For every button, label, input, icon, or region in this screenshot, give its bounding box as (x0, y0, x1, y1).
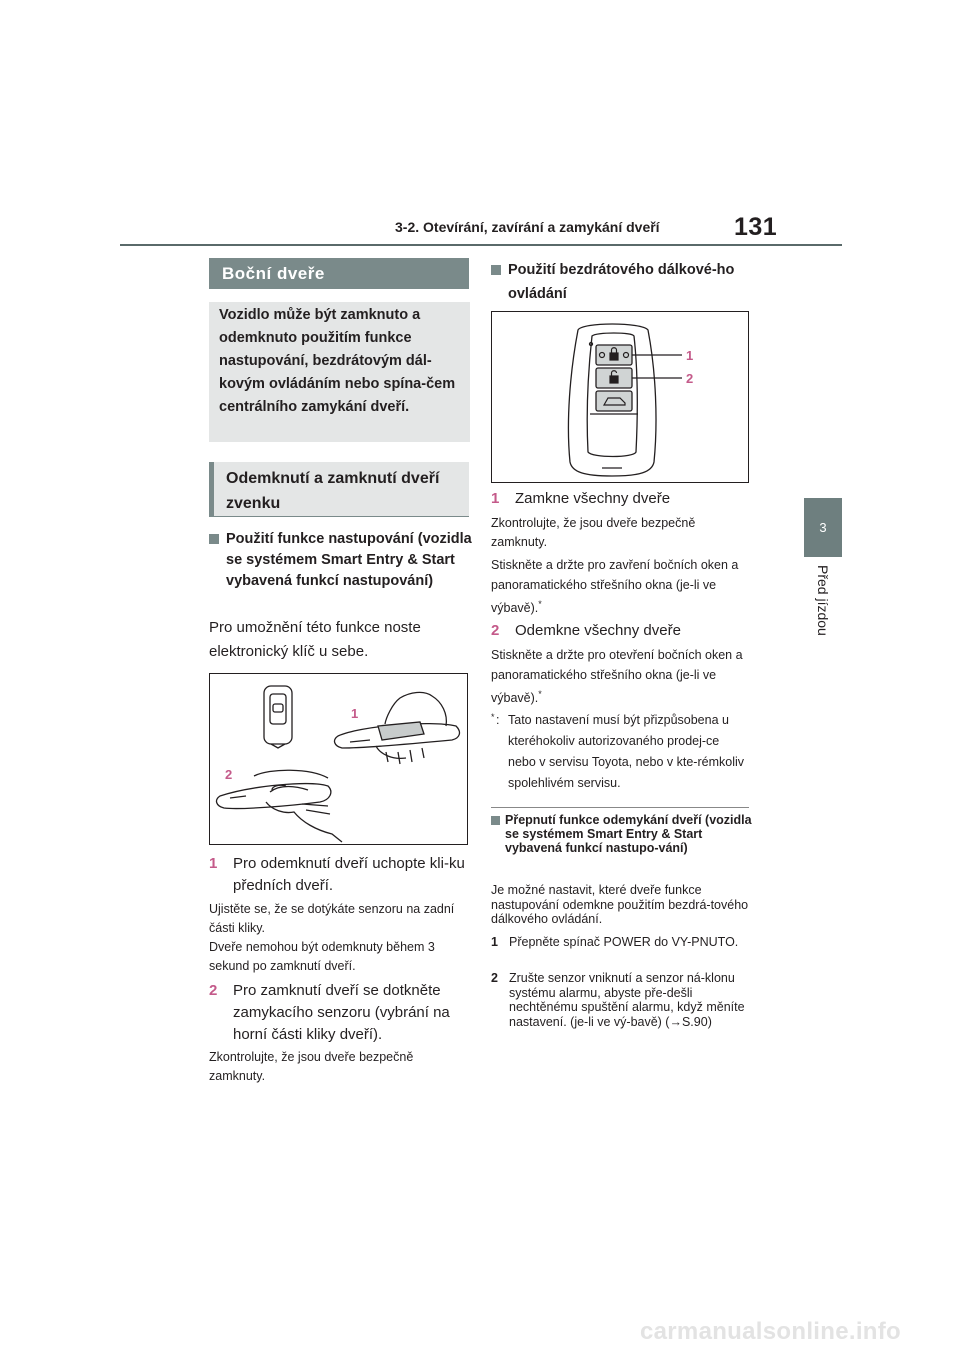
heading-text: Přepnutí funkce odemykání dveří (vozidla se systémem Smart Entry & Start vybavená funkcí nastupo-vání) (505, 813, 752, 855)
item-number: 1 (491, 490, 500, 507)
footnote-marker: * (491, 712, 495, 722)
item-text: Pro odemknutí dveří uchopte kli-ku předních dveří. (233, 855, 465, 894)
door-handle-bottom-icon (217, 770, 342, 842)
note-text: Zkontrolujte, že jsou dveře bezpečně zamknuty. (491, 516, 696, 549)
door-handle-illustration (210, 674, 467, 844)
note-text: Ujistěte se, že se dotýkáte senzoru na zadní části kliky. (209, 902, 455, 935)
intro-box: Vozidlo může být zamknuto a odemknuto použitím funkce nastupování, bezdrátovým dál-kovým ovládáním nebo spína-čem centrálního zamykání dveří. (209, 302, 470, 442)
header-rule (120, 244, 842, 246)
item-number: 2 (491, 622, 500, 639)
section-title: Boční dveře (209, 258, 469, 289)
item-text: Odemkne všechny dveře (515, 622, 681, 639)
chapter-title: Před jízdou (815, 565, 831, 636)
note-text: Zkontrolujte, že jsou dveře bezpečně zamknuty. (209, 1050, 414, 1083)
key-fob-icon (264, 686, 292, 748)
list-item (491, 935, 751, 950)
running-header: 3-2. Otevírání, zavírání a zamykání dveří (395, 219, 660, 235)
note-body: Stiskněte a držte pro otevření bočních oken a panoramatického střešního okna (je-li ve výbavě). (491, 648, 743, 706)
remote-key-figure (491, 311, 749, 483)
footnote (491, 710, 749, 794)
watermark: carmanualsonline.info (640, 1318, 902, 1345)
footnote-marker: * (538, 599, 542, 609)
item-number: 2 (209, 982, 218, 999)
page-number: 131 (734, 213, 778, 241)
chapter-title-vertical (794, 565, 852, 685)
body-text: Pro umožnění této funkce noste elektronický klíč u sebe. (209, 619, 421, 660)
heading-text: Použití funkce nastupování (vozidla se systémem Smart Entry & Start vybavená funkcí nastupování) (226, 531, 472, 589)
heading-smart-entry (209, 529, 474, 592)
list-item (209, 980, 474, 1046)
item-text: Zrušte senzor vniknutí a senzor ná-klonu systému alarmu, abyste pře-dešli nechtěnému spuštění alarmu, když měníte nastavení. (je-li ve vý-bavě) (→S.90) (509, 971, 745, 1029)
item-text: Pro zamknutí dveří se dotkněte zamykacího senzoru (vybrání na horní části kliky dveří). (233, 982, 450, 1043)
footnote-marker: * (538, 689, 542, 699)
subsection-title: Odemknutí a zamknutí dveří zvenku (209, 462, 469, 517)
callout-2: 2 (686, 371, 694, 386)
chapter-tab[interactable]: 3 (804, 498, 842, 557)
list-item (491, 488, 751, 510)
door-handle-figure (209, 673, 468, 845)
callout-1: 1 (686, 348, 694, 363)
item-number: 2 (491, 971, 498, 985)
remote-key-illustration (492, 312, 748, 482)
square-bullet-icon (491, 816, 500, 825)
note-text: Dveře nemohou být odemknuty během 3 sekund po zamknutí dveří. (209, 940, 435, 973)
square-bullet-icon (209, 534, 219, 544)
list-item (491, 971, 751, 1029)
callout-2: 2 (225, 767, 233, 782)
heading-remote (491, 258, 751, 306)
key-fob-icon (568, 324, 656, 476)
note-text (491, 556, 749, 619)
footnote-text: Tato nastavení musí být přizpůsobena u kteréhokoliv autorizovaného prodej-ce nebo v servisu Toyota, nebo v kte-rémkoliv spolehlivém servisu. (508, 713, 744, 790)
body-text: Je možné nastavit, které dveře funkce nastupování odemkne použitím bezdrá-tového dálkového ovládání. (491, 883, 749, 926)
item-text: Přepněte spínač POWER do VY-PNUTO. (509, 935, 739, 949)
list-item (491, 620, 751, 642)
door-handle-top-icon (335, 692, 460, 764)
callout-1: 1 (351, 706, 359, 721)
item-number: 1 (209, 855, 218, 872)
footnote-colon: : (496, 713, 500, 727)
note-text (491, 646, 749, 709)
note-body: Stiskněte a držte pro zavření bočních oken a panoramatického střešního okna (je-li ve výbavě). (491, 558, 739, 616)
list-item (209, 853, 474, 897)
square-bullet-icon (491, 265, 501, 275)
heading-text: Použití bezdrátového dálkové-ho ovládání (508, 262, 735, 302)
divider (491, 807, 749, 808)
heading-unlock-setting (491, 813, 753, 855)
item-number: 1 (491, 935, 498, 949)
item-text: Zamkne všechny dveře (515, 490, 671, 507)
